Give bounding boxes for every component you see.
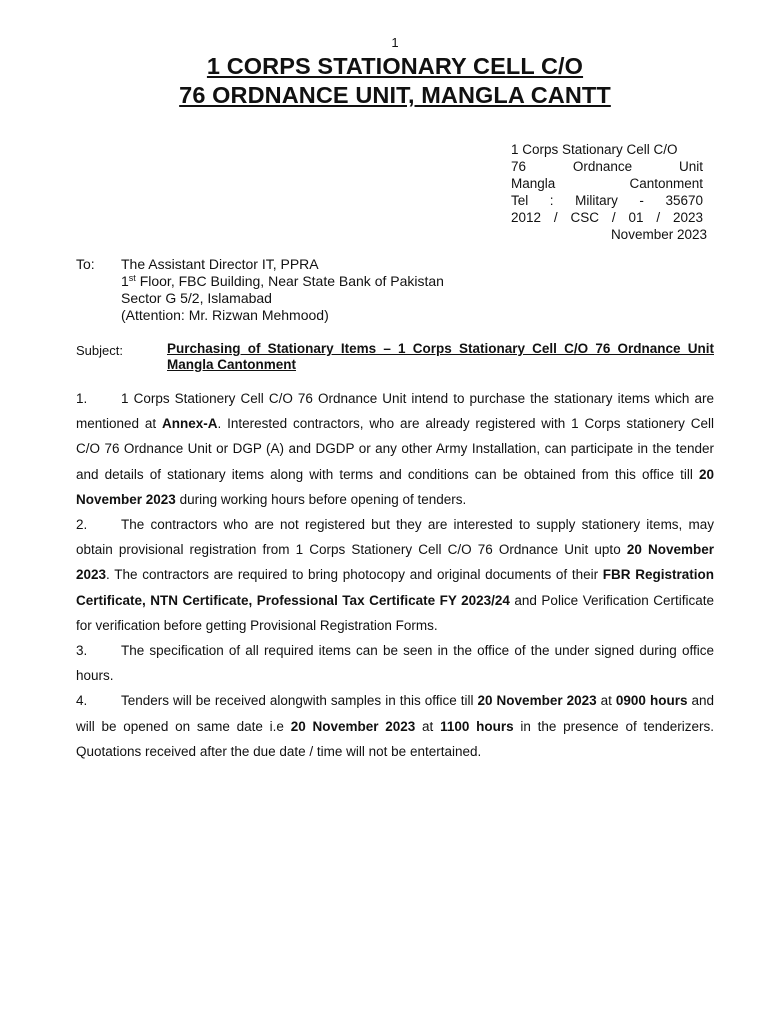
- subject-label: Subject:: [76, 343, 123, 358]
- paragraph-number: 3.: [76, 643, 88, 659]
- sender-telephone: Tel : Military - 35670: [511, 193, 703, 208]
- opening-time: 1100 hours: [440, 718, 514, 734]
- floor-ordinal-suffix: st: [128, 273, 136, 283]
- recipient-line-4: (Attention: Mr. Rizwan Mehmood): [121, 307, 329, 323]
- paragraph-text: . The contractors are required to bring photocopy and original documents of their: [106, 567, 603, 583]
- receipt-time: 0900 hours: [615, 693, 688, 709]
- paragraph-text: The specification of all required items can be seen in the office of the under signed during office hours.: [76, 643, 714, 684]
- recipient-line-3: Sector G 5/2, Islamabad: [121, 290, 272, 306]
- paragraph-text: . Interested contractors, who are already registered with 1 Corps stationery Cell C/O 76 Ordnance Unit or DGP (A) and DGDP or any other Army Installation, can participate in the tender and details of stationary items along with terms and conditions can be obtained from this office till: [76, 416, 714, 482]
- paragraph-number: 1.: [76, 391, 88, 406]
- paragraph-text: and Police Verification Certificate for verification before getting Provisional Registration Forms.: [76, 592, 714, 633]
- paragraph-2: [76, 512, 714, 638]
- paragraph-text: The contractors who are not registered but they are interested to supply stationery items, may obtain provisional registration from 1 Corps Stationery Cell C/O 76 Ordnance Unit upto: [76, 517, 714, 558]
- sender-line-3: Mangla Cantonment: [511, 176, 703, 191]
- opening-date: 20 November 2023: [290, 718, 416, 734]
- deadline-date: 20 November 2023: [76, 542, 714, 583]
- paragraph-text: Tenders will be received alongwith samples in this office till: [121, 693, 478, 709]
- letter-body: [76, 386, 714, 764]
- paragraph-number: 4.: [76, 693, 88, 709]
- paragraph-text: during working hours before opening of tenders.: [175, 491, 467, 507]
- paragraph-text: 1 Corps Stationery Cell C/O 76 Ordnance Unit intend to purchase the stationary items which are mentioned at: [76, 391, 714, 432]
- paragraph-text: at: [596, 693, 616, 709]
- paragraph-text: in the presence of tenderizers. Quotations received after the due date / time will not be entertained.: [76, 718, 714, 759]
- recipient-label: To:: [76, 256, 95, 272]
- floor-number: 1: [121, 273, 129, 289]
- page-number: 1: [391, 35, 399, 50]
- paragraph-1: [76, 386, 714, 512]
- recipient-line-1: The Assistant Director IT, PPRA: [121, 256, 319, 272]
- sender-line-2: 76 Ordnance Unit: [511, 159, 703, 174]
- paragraph-text: and will be opened on same date i.e: [76, 693, 714, 734]
- paragraph-number: 2.: [76, 517, 88, 533]
- page-title-line-1: 1 CORPS STATIONARY CELL C/O: [206, 53, 584, 79]
- sender-line-1: 1 Corps Stationary Cell C/O: [511, 142, 678, 157]
- page-title-line-2: 76 ORDNANCE UNIT, MANGLA CANTT: [179, 82, 611, 108]
- recipient-address: [121, 256, 541, 324]
- letter-date: November 2023: [610, 227, 707, 242]
- deadline-date: 20 November 2023: [76, 466, 714, 507]
- annex-reference: Annex-A: [162, 416, 218, 432]
- paragraph-3: [76, 638, 714, 688]
- recipient-line-2: [121, 273, 541, 290]
- deadline-date: 20 November 2023: [477, 693, 597, 709]
- required-certificates: FBR Registration Certificate, NTN Certificate, Professional Tax Certificate FY 2023/24: [76, 567, 714, 608]
- paragraph-4: [76, 688, 714, 764]
- recipient-line-2-rest: Floor, FBC Building, Near State Bank of Pakistan: [135, 273, 444, 289]
- reference-number: 2012 / CSC / 01 / 2023: [511, 210, 703, 225]
- paragraph-text: at: [415, 718, 441, 734]
- sender-address-block: [511, 141, 707, 243]
- subject-text: Purchasing of Stationary Items – 1 Corps Stationary Cell C/O 76 Ordnance Unit Mangla Cantonment: [167, 341, 714, 372]
